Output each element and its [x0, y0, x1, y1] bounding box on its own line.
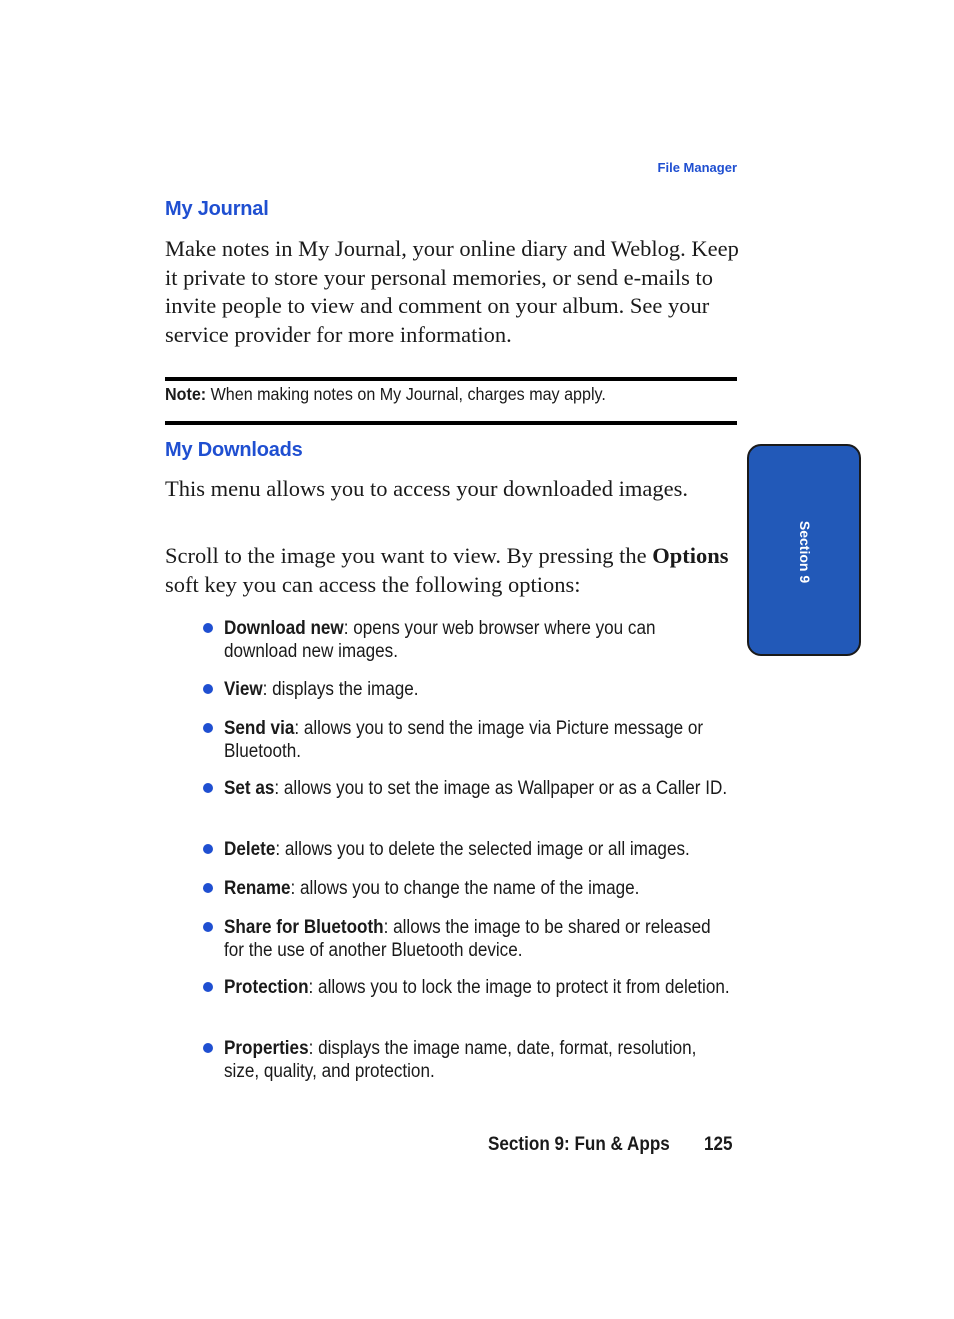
scroll-text-after: soft key you can access the following options:	[165, 571, 581, 597]
list-item-protection	[203, 976, 743, 1037]
running-head: File Manager	[657, 160, 737, 175]
option-desc: : allows you to delete the selected image or all images.	[275, 839, 690, 860]
option-term: Rename	[224, 878, 291, 899]
my-downloads-scroll-text	[165, 542, 745, 599]
option-term: Properties	[224, 1038, 309, 1059]
option-desc: : allows you to send the image via Picture message or Bluetooth.	[224, 718, 704, 762]
option-desc: : allows you to change the name of the image.	[290, 878, 640, 899]
list-item-set-as	[203, 777, 743, 838]
scroll-text-before: Scroll to the image you want to view. By pressing the	[165, 543, 653, 568]
option-desc: : allows the image to be shared or released for the use of another Bluetooth device.	[224, 917, 711, 961]
footer-section: Section 9: Fun & Apps	[488, 1134, 670, 1155]
list-item-rename	[203, 877, 743, 916]
bullet-icon	[203, 783, 213, 793]
option-desc: : displays the image.	[262, 679, 419, 700]
option-desc: : displays the image name, date, format, resolution, size, quality, and protection.	[224, 1038, 697, 1082]
list-item-delete	[203, 838, 743, 877]
bullet-icon	[203, 982, 213, 992]
option-desc: : allows you to set the image as Wallpaper or as a Caller ID.	[274, 778, 728, 799]
my-journal-body: Make notes in My Journal, your online diary and Weblog. Keep it private to store your personal memories, or send e-mails to invite people to view and comment on your album. See your service provider for more information.	[165, 236, 739, 347]
bullet-icon	[203, 723, 213, 733]
option-term: Protection	[224, 977, 309, 998]
option-desc: : allows you to lock the image to protect it from deletion.	[308, 977, 730, 998]
bullet-icon	[203, 922, 213, 932]
bullet-icon	[203, 623, 213, 633]
bullet-icon	[203, 684, 213, 694]
option-term: Download new	[224, 618, 344, 639]
note-label: Note:	[165, 384, 207, 404]
note	[165, 384, 606, 405]
section-tab-label: Section 9	[797, 520, 813, 584]
option-term: Share for Bluetooth	[224, 917, 384, 938]
page-number: 125	[703, 1134, 733, 1155]
note-top-rule	[165, 377, 737, 381]
note-bottom-rule	[165, 421, 737, 425]
bullet-icon	[203, 883, 213, 893]
list-item-download-new	[203, 617, 743, 678]
my-downloads-intro: This menu allows you to access your downloaded images.	[165, 476, 689, 501]
list-item-share-for-bluetooth	[203, 916, 743, 976]
list-item-send-via	[203, 717, 743, 777]
option-term: Set as	[224, 778, 275, 799]
my-journal-heading: My Journal	[165, 198, 269, 220]
option-desc: : opens your web browser where you can download new images.	[224, 618, 656, 662]
options-list	[203, 617, 743, 1087]
list-item-view	[203, 678, 743, 717]
option-term: Send via	[224, 718, 295, 739]
options-soft-key: Options	[652, 543, 729, 568]
bullet-icon	[203, 1043, 213, 1053]
note-text: When making notes on My Journal, charges may apply.	[206, 384, 606, 404]
page-footer	[488, 1134, 733, 1156]
list-item-properties	[203, 1037, 743, 1087]
option-term: View	[224, 679, 263, 700]
my-downloads-heading: My Downloads	[165, 439, 303, 461]
option-term: Delete	[224, 839, 276, 860]
bullet-icon	[203, 844, 213, 854]
